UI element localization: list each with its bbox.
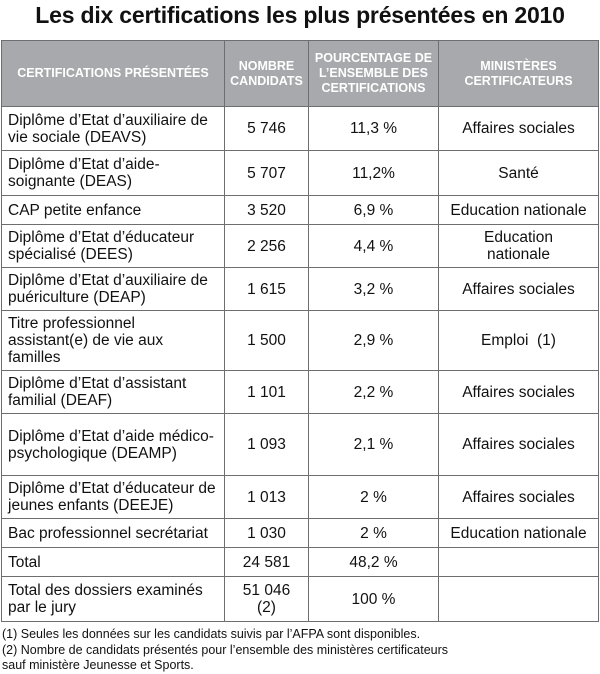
cell-count: 5 746	[225, 107, 309, 151]
cell-ministry: Education nationale	[439, 196, 599, 225]
cell-percentage: 2 %	[309, 519, 439, 548]
cell-certification: Diplôme d’Etat d’auxiliaire de puériculture (DEAP)	[2, 268, 225, 311]
cell-count: 1 093	[225, 414, 309, 476]
page-title: Les dix certifications les plus présentées en 2010	[35, 2, 565, 28]
cell-count: 3 520	[225, 196, 309, 225]
cell-count: 1 500	[225, 311, 309, 371]
cell-ministry: Affaires sociales	[439, 371, 599, 414]
cell-ministry: Santé	[439, 151, 599, 196]
table-row	[2, 225, 599, 268]
cell-count: 1 013	[225, 476, 309, 519]
cell-ministry: Affaires sociales	[439, 268, 599, 311]
table-row	[2, 196, 599, 225]
total-jury-count-note: (2)	[257, 599, 276, 616]
cell-total-label: Total	[2, 548, 225, 577]
cell-ministry: Affaires sociales	[439, 414, 599, 476]
cell-ministry: Emploi (1)	[439, 311, 599, 371]
table-row	[2, 311, 599, 371]
cell-certification: Diplôme d’Etat d’aide médico-psychologique (DEAMP)	[2, 414, 225, 476]
cell-certification: Diplôme d’Etat d’éducateur spécialisé (DEES)	[2, 225, 225, 268]
cell-ministry: Affaires sociales	[439, 107, 599, 151]
cell-count: 2 256	[225, 225, 309, 268]
footnote-2: (2) Nombre de candidats présentés pour l’ensemble des ministères certificateurs sauf ministère Jeunesse et Sports.	[2, 642, 449, 672]
cell-total-jury-label: Total des dossiers examinés par le jury	[2, 577, 225, 622]
table-row	[2, 107, 599, 151]
header-pourcentage: POURCENTAGE DE L’ENSEMBLE DES CERTIFICATIONS	[309, 41, 439, 107]
cell-count: 5 707	[225, 151, 309, 196]
cell-total-count: 24 581	[225, 548, 309, 577]
table-row	[2, 519, 599, 548]
cell-percentage: 2,1 %	[309, 414, 439, 476]
table-row	[2, 371, 599, 414]
cell-total-ministry	[439, 548, 599, 577]
header-certifications: CERTIFICATIONS PRÉSENTÉES	[2, 41, 225, 107]
header-nombre: NOMBRE CANDIDATS	[225, 41, 309, 107]
cell-count: 1 615	[225, 268, 309, 311]
cell-percentage: 4,4 %	[309, 225, 439, 268]
footnotes	[2, 627, 598, 674]
header-ministeres: MINISTÈRES CERTIFICATEURS	[439, 41, 599, 107]
cell-count: 1 030	[225, 519, 309, 548]
certifications-table	[1, 40, 599, 622]
cell-certification: Titre professionnel assistant(e) de vie aux familles	[2, 311, 225, 371]
cell-percentage: 6,9 %	[309, 196, 439, 225]
total-jury-row	[2, 577, 599, 622]
cell-total-jury-percentage: 100 %	[309, 577, 439, 622]
cell-certification: CAP petite enfance	[2, 196, 225, 225]
cell-percentage: 11,2%	[309, 151, 439, 196]
cell-count: 1 101	[225, 371, 309, 414]
cell-ministry: Education nationale	[439, 225, 599, 268]
cell-total-percentage: 48,2 %	[309, 548, 439, 577]
total-row	[2, 548, 599, 577]
cell-certification: Diplôme d’Etat d’auxiliaire de vie sociale (DEAVS)	[2, 107, 225, 151]
cell-certification: Diplôme d’Etat d’éducateur de jeunes enfants (DEEJE)	[2, 476, 225, 519]
table-row	[2, 476, 599, 519]
cell-percentage: 3,2 %	[309, 268, 439, 311]
cell-total-jury-count	[225, 577, 309, 622]
table-row	[2, 414, 599, 476]
cell-certification: Diplôme d’Etat d’assistant familial (DEAF)	[2, 371, 225, 414]
cell-ministry: Education nationale	[439, 519, 599, 548]
header-row	[2, 41, 599, 107]
cell-percentage: 2,2 %	[309, 371, 439, 414]
cell-total-jury-ministry	[439, 577, 599, 622]
table-row	[2, 151, 599, 196]
cell-certification: Bac professionnel secrétariat	[2, 519, 225, 548]
cell-ministry: Affaires sociales	[439, 476, 599, 519]
footnote-1: (1) Seules les données sur les candidats suivis par l’AFPA sont disponibles.	[2, 627, 421, 641]
total-jury-count-value: 51 046	[242, 582, 291, 599]
cell-percentage: 2 %	[309, 476, 439, 519]
cell-certification: Diplôme d’Etat d’aide-soignante (DEAS)	[2, 151, 225, 196]
table-row	[2, 268, 599, 311]
cell-percentage: 11,3 %	[309, 107, 439, 151]
cell-percentage: 2,9 %	[309, 311, 439, 371]
